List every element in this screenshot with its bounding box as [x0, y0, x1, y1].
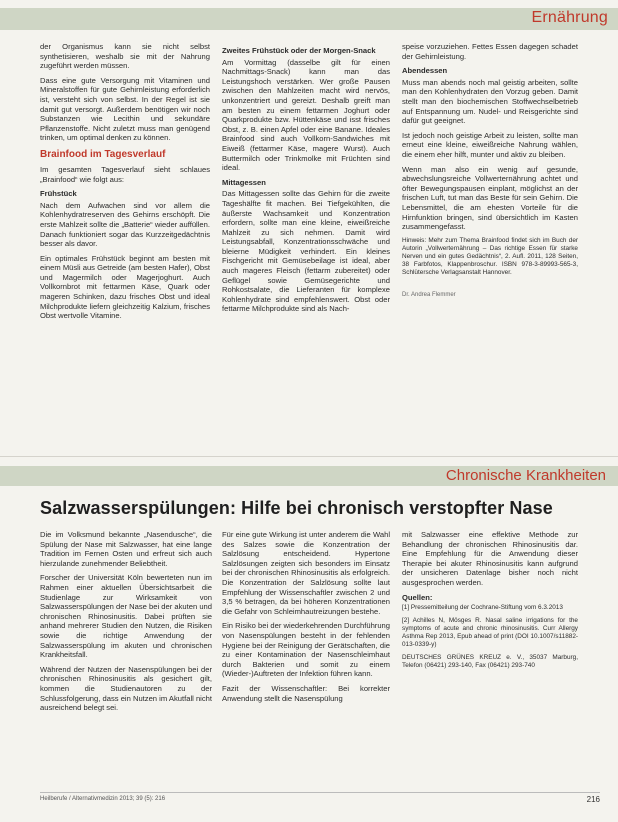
- paragraph: Nach dem Aufwachen sind vor allem die Kohlenhydratreserven des Gehirns erschöpft. Die erste Mahlzeit sollte die „Batterie“ wieder auffüllen. Danach funktioniert sogar das Kurzzeitgedächtnis besser als davor.: [40, 200, 210, 249]
- paragraph: Ist jedoch noch geistige Arbeit zu leisten, sollte man erneut eine kleine, eiweißreiche Nahrung wählen, die einem eher hilft, munter und aktiv zu bleiben.: [402, 130, 578, 159]
- paragraph: Fazit der Wissenschaftler: Bei korrekter Anwendung stellt die Nasenspülung: [222, 683, 390, 703]
- paragraph: Ein Risiko bei der wiederkehrenden Durchführung von Nasenspülungen besteht in der fehlenden Hygiene bei der Reinigung der Gerätschaften, die zu einer Kontamination der Nasenschleimhaut durch Bakterien und somit zu einem (Wieder-)Auftreten der Infektion führen kann.: [222, 621, 390, 679]
- paragraph: Während der Nutzen der Nasenspülungen bei der chronischen Rhinosinusitis als gesichert gilt, kommen die Studienautoren zu der Schlussfolgerung, dass ein Nutzen im Akutfall nicht ausreichend belegt sei.: [40, 664, 212, 713]
- paragraph: Das Mittagessen sollte das Gehirn für die zweite Tageshälfte fit machen. Bei Tiefgekühlten, die äußerste Wachsamkeit und Konzentration erfordern, sollte man eine kleine, eiweißreiche Mahlzeit zu sich nehmen. Damit wird Leistungsabfall, Konzentrationsschwäche und bleierne Müdigkeit verhindert. Ein kleines Fischgericht mit Gemüsebeilage ist ideal, aber auch mageres Fleisch (fettarm zubereitet) oder Geflügel sowie Gemüsegerichte und Rohkostsalate, die Lieferanten für komplexe Kohlenhydrate sind empfehlenswert. Obst oder fettarme Milchprodukte sind als Nach-: [222, 189, 390, 314]
- paragraph: Die im Volksmund bekannte „Nasendusche“, die Spülung der Nase mit Salzwasser, hat eine lange Tradition im Fernen Osten und erfreut sich auch hierzulande zunehmender Beliebtheit.: [40, 530, 212, 568]
- paragraph: speise vorzuziehen. Fettes Essen dagegen schadet der Gehirnleistung.: [402, 42, 578, 61]
- paragraph: mit Salzwasser eine effektive Methode zur Behandlung der chronischen Rhinosinusitis dar. Eine Empfehlung für die Anwendung dieser Therapie bei akuter Rhinosinusitis kann aufgrund der unsicheren Datenlage bisher noch nicht ausgesprochen werden.: [402, 530, 578, 587]
- paragraph: Im gesamten Tagesverlauf sieht schlaues „Brainfood“ wie folgt aus:: [40, 164, 210, 184]
- article-column-3: [402, 42, 578, 456]
- paragraph: Forscher der Universität Köln bewerteten nun im Rahmen einer aktuellen Übersichtsarbeit die Studienlage zur Wirksamkeit von Salzwasserspülungen der Nase bei der akuten und chronischen Rhinosinusitis. Dabei prüften sie anhand mehrerer Studien den Nutzen, die Risiken sowie die richtige Anwendung der Salzwasserspülung im akuten und chronischen Krankheitsfall.: [40, 573, 212, 660]
- article-headline: Salzwasserspülungen: Hilfe bei chronisch verstopfter Nase: [40, 498, 553, 518]
- paragraph: Wenn man also ein wenig auf gesunde, abwechslungsreiche Vollwerternährung achtet und öfter Bewegungspausen einplant, möglichst an der frischen Luft, tut man das Beste für sein Gehirn. Die Lebensmittel, die am ehesten Vorteile für die Hirnfunktion bringen, sind übersichtlich im Kasten zusammengefasst.: [402, 164, 578, 232]
- author-credit: Dr. Andrea Flemmer: [402, 291, 456, 298]
- section-header-bar-2: [0, 466, 618, 486]
- subheading-zweites-fruehstueck: Zweites Frühstück oder der Morgen-Snack: [222, 46, 376, 55]
- paragraph: Für eine gute Wirkung ist unter anderem die Wahl des Salzes sowie die Konzentration der Salzlösung entscheidend. Hypertone Salzlösungen zeigten sich besonders im Einsatz bei der chronischen Rhinosinusitis als erfolgreich. Die Konzentration der Salzlösung sollte laut Empfehlung der Wissenschaftler zwischen 2 und 3,5 % betragen, da bei höheren Konzentrationen die Gefahr von Schleimhautreizungen bestehe.: [222, 530, 390, 616]
- book-hint: Hinweis: Mehr zum Thema Brainfood findet sich im Buch der Autorin „Vollwerternährung – Das richtige Essen für starke Nerven und ein gutes Gedächtnis“, 2. Aufl. 2011, 128 Seiten, 38 Farbfotos, Klappenbroschur. ISBN 978-3-89993-565-3, Schlütersche Verlagsanstalt Hannover.: [402, 236, 578, 276]
- article2-column-1: [40, 530, 212, 788]
- subheading-abendessen: Abendessen: [402, 66, 448, 76]
- page-footer: [40, 792, 600, 807]
- journal-citation: Heilberufe / Alternativmedizin 2013; 39 (5): 216: [40, 796, 166, 802]
- subheading-mittagessen: Mittagessen: [222, 177, 266, 187]
- section-title-ernaehrung: Ernährung: [531, 9, 608, 26]
- page-number: 216: [586, 795, 600, 804]
- paragraph: Muss man abends noch mal geistig arbeiten, sollte man den Kohlenhydraten den Vorzug geben. Damit stellt man den biochemischen Stoffwechselbetrieb auf Entspannung um. Nudel- und Reisgerichte sind dafür gut geeignet.: [402, 77, 578, 126]
- article-column-1: [40, 42, 210, 456]
- section-divider: [0, 456, 618, 457]
- article-column-2: [222, 42, 390, 456]
- section-header-bar: [0, 8, 618, 30]
- article2-column-3: [402, 530, 578, 788]
- article2-column-2: [222, 530, 390, 788]
- paragraph: der Organismus kann sie nicht selbst synthetisieren, weshalb sie mit der Nahrung zugeführt werden müssen.: [40, 42, 210, 71]
- subheading-quellen: Quellen:: [402, 592, 433, 602]
- subheading-fruehstueck: Frühstück: [40, 189, 77, 199]
- source-contact: DEUTSCHES GRÜNES KREUZ e. V., 35037 Marburg, Telefon (06421) 293-140, Fax (06421) 293-740: [402, 654, 578, 670]
- paragraph: Am Vormittag (dasselbe gilt für einen Nachmittags-Snack) kann man das Leistungshoch verstärken. Wer große Pausen zwischen den Mahlzeiten macht wird nervös, unkonzentriert und gereizt. Deshalb greift man am besten zu einem fettarmen Joghurt oder Quarkprodukte bzw. Hüttenkäse und isst frisches Obst, z. B. einen Apfel oder eine Banane. Ideales Brainfood sind auch Vollkorn-Sandwiches mit Eiweiß (fettarmer Käse, magere Wurst). Auch Buttermilch oder Trinkmolke mit Früchten sind ideal.: [222, 57, 390, 173]
- section-title-chronische-krankheiten: Chronische Krankheiten: [445, 467, 606, 484]
- paragraph: Ein optimales Frühstück beginnt am besten mit einem Müsli aus Getreide (am besten Hafer), Obst und Magermilch oder Magerjoghurt. Auch Vollkornbrot mit fettarmen Käse, Quark oder mageren Schinken, dazu frisches Obst und ideal Milchprodukte liefern gleichzeitig Kalzium, frisches Obst wertvolle Vitamine.: [40, 253, 210, 321]
- subheading-brainfood: Brainfood im Tagesverlauf: [40, 148, 166, 160]
- source-ref-2: [2] Achilles N, Mösges R. Nasal saline irrigations for the symptoms of acute and chronic rhinosinusitis. Curr Allergy Asthma Rep 2013, Epub ahead of print (DOI 10.1007/s11882-013-0339-y): [402, 617, 578, 649]
- source-ref-1: [1] Pressemitteilung der Cochrane-Stiftung vom 6.3.2013: [402, 604, 563, 612]
- paragraph: Dass eine gute Versorgung mit Vitaminen und Mineralstoffen für gute Gehirnleistung erforderlich ist, versteht sich von selbst. In der Regel ist sie damit gut versorgt. Außerdem benötigen wir noch Substanzen wie Lecithin und sekundäre Pflanzenstoffe. Nicht zuletzt muss man genügend trinken, um optimal denken zu können.: [40, 75, 210, 143]
